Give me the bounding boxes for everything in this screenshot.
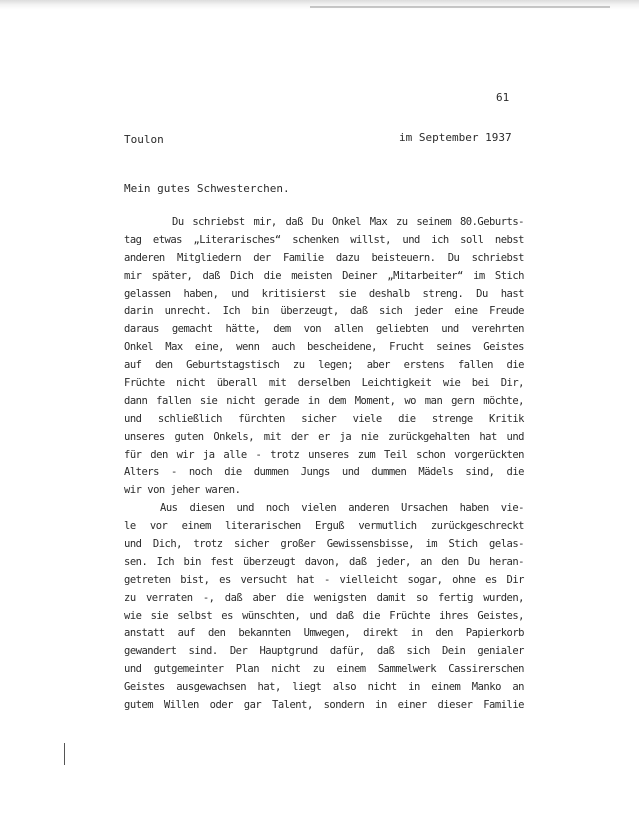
body-line: und schließlich fürchten sicher viele die strenge Kritik [124,412,524,425]
body-line: gelassen haben, und kritisierst sie deshalb streng. Du hast [124,287,524,300]
letter-place: Toulon [124,133,164,146]
letter-body [124,214,524,715]
body-line: gutem Willen oder gar Talent, sondern in einer dieser Familie [124,699,524,712]
body-line: mir später, daß Dich die meisten Deiner „Mitarbeiter“ im Stich [124,269,524,282]
body-line: tag etwas „Literarisches“ schenken willst, und ich soll nebst [124,233,524,246]
letter-salutation: Mein gutes Schwesterchen. [124,182,290,195]
body-line: sen. Ich bin fest überzeugt davon, daß jeder, an den Du heran- [124,555,524,568]
body-line: Du schriebst mir, daß Du Onkel Max zu seinem 80.Geburts- [172,216,524,228]
scan-streak [310,6,610,8]
body-line: wir von jeher waren. [124,484,241,497]
body-line: gewandert sind. Der Hauptgrund dafür, daß sich Dein genialer [124,645,524,658]
letter-date: im September 1937 [399,131,512,144]
body-line: daraus gemacht hätte, dem von allen geliebten und verehrten [124,323,524,336]
body-line: zu verraten -, daß aber die wenigsten damit so fertig wurden, [124,591,524,604]
scan-shadow-top [0,0,639,10]
page-number: 61 [496,91,510,104]
body-line: Alters - noch die dummen Jungs und dummen Mädels sind, die [124,466,524,479]
body-line: Geistes ausgewachsen hat, liegt also nicht in einem Manko an [124,681,524,694]
body-line: anderen Mitgliedern der Familie dazu beisteuern. Du schriebst [124,251,524,264]
body-line: anstatt auf den bekannten Umwegen, direkt in den Papierkorb [124,627,524,640]
body-line: Onkel Max eine, wenn auch bescheidene, Frucht seines Geistes [124,341,524,354]
body-line: darin unrecht. Ich bin überzeugt, daß sich jeder eine Freude [124,305,524,318]
body-line: und Dich, trotz sicher großer Gewissensbisse, im Stich gelas- [124,538,524,551]
body-line: Aus diesen und noch vielen anderen Ursachen haben vie- [160,502,524,515]
body-line: für den wir ja alle - trotz unseres zum Teil schon vorgerückten [124,448,524,461]
body-line: und gutgemeinter Plan nicht zu einem Sammelwerk Cassirerschen [124,663,524,676]
body-line: getreten bist, es versucht hat - vielleicht sogar, ohne es Dir [124,573,524,586]
scan-margin-mark [64,743,65,765]
body-line: wie sie selbst es wünschten, und daß die Früchte ihres Geistes, [124,609,524,622]
body-line: auf den Geburtstagstisch zu legen; aber erstens fallen die [124,359,524,372]
body-line: dann fallen sie nicht gerade in dem Moment, wo man gern möchte, [124,394,524,407]
body-line: Früchte nicht überall mit derselben Leichtigkeit wie bei Dir, [124,377,524,390]
body-line: le vor einem literarischen Erguß vermutlich zurückgeschreckt [124,520,524,533]
body-line: unseres guten Onkels, mit der er ja nie zurückgehalten hat und [124,430,524,443]
